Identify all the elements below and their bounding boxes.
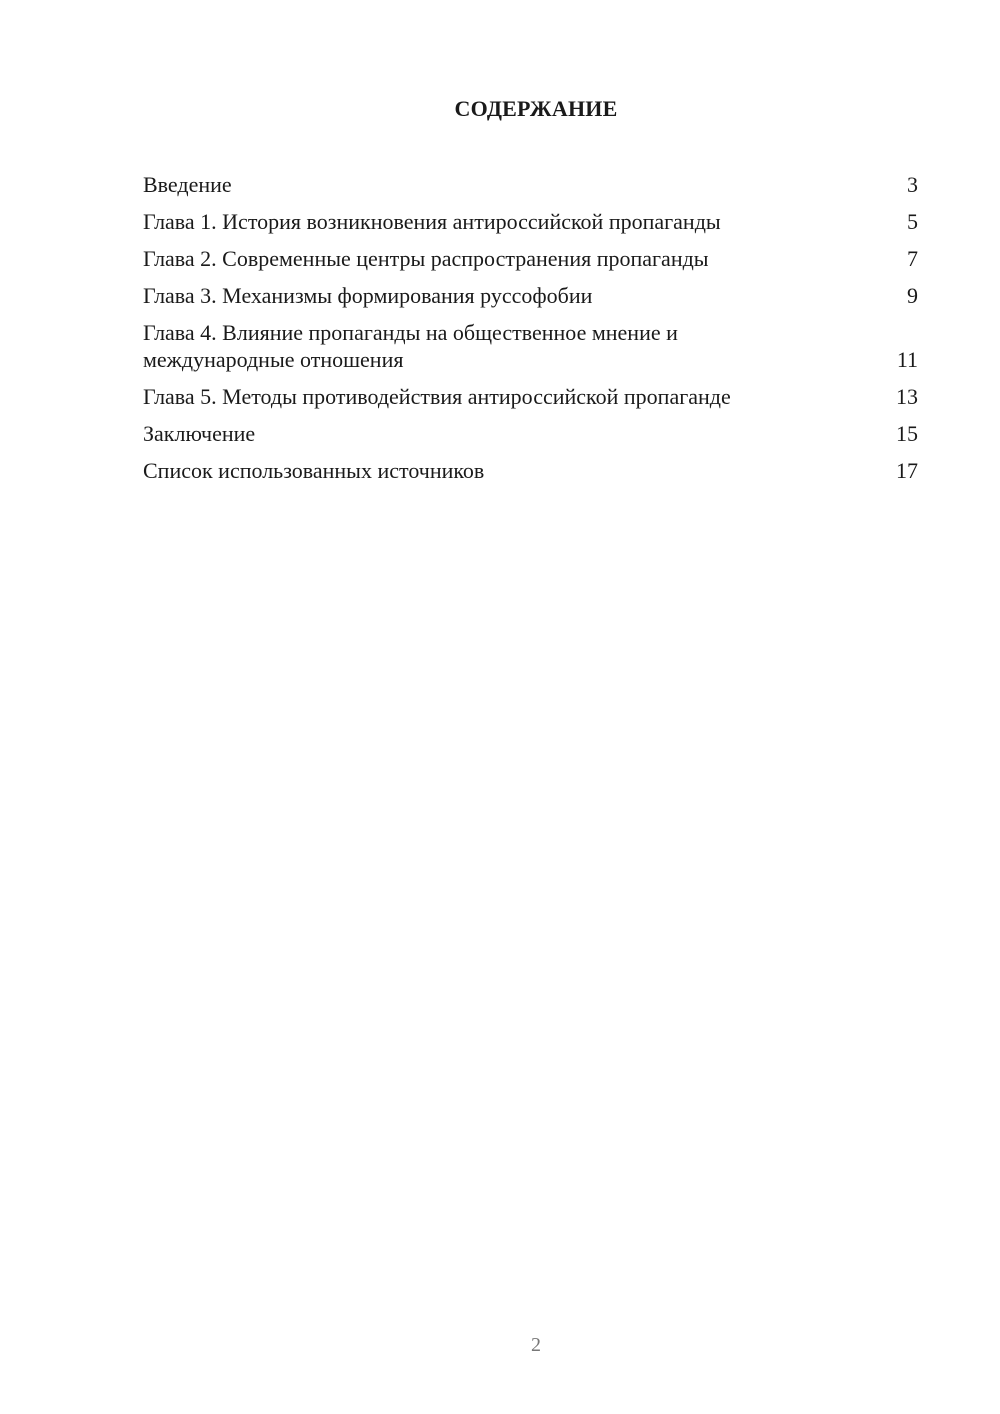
page-number: 2 xyxy=(531,1334,541,1356)
toc-entry-page: 15 xyxy=(896,421,918,446)
toc-entry-page: 9 xyxy=(907,283,918,308)
toc-entry-page: 3 xyxy=(907,172,918,197)
toc-entry-label: Глава 4. Влияние пропаганды на общественное мнение и международные отношения xyxy=(143,320,684,372)
toc-entry-introduction xyxy=(143,171,918,198)
toc-entry-page: 17 xyxy=(896,458,918,483)
toc-entry-conclusion xyxy=(143,420,918,447)
toc-entry-label: Список использованных источников xyxy=(143,458,485,483)
toc-entry-page: 5 xyxy=(907,209,918,234)
toc-entry-label: Глава 1. История возникновения антироссийской пропаганды xyxy=(143,209,721,234)
toc-entry-page: 7 xyxy=(907,246,918,271)
toc-entry-chapter-5 xyxy=(143,383,918,410)
toc-entry-chapter-4 xyxy=(143,319,918,373)
toc-entry-label: Глава 2. Современные центры распространения пропаганды xyxy=(143,246,709,271)
toc-entry-label: Глава 3. Механизмы формирования руссофобии xyxy=(143,283,593,308)
toc-entry-chapter-1 xyxy=(143,208,918,235)
page-title: СОДЕРЖАНИЕ xyxy=(454,96,618,121)
table-of-contents xyxy=(143,171,918,494)
toc-entry-label: Глава 5. Методы противодействия антироссийской пропаганде xyxy=(143,384,731,409)
toc-entry-page: 13 xyxy=(896,384,918,409)
toc-entry-chapter-2 xyxy=(143,245,918,272)
toc-entry-label: Заключение xyxy=(143,421,256,446)
toc-entry-page: 11 xyxy=(896,347,918,372)
toc-entry-chapter-3 xyxy=(143,282,918,309)
toc-entry-references xyxy=(143,457,918,484)
toc-entry-label: Введение xyxy=(143,172,232,197)
